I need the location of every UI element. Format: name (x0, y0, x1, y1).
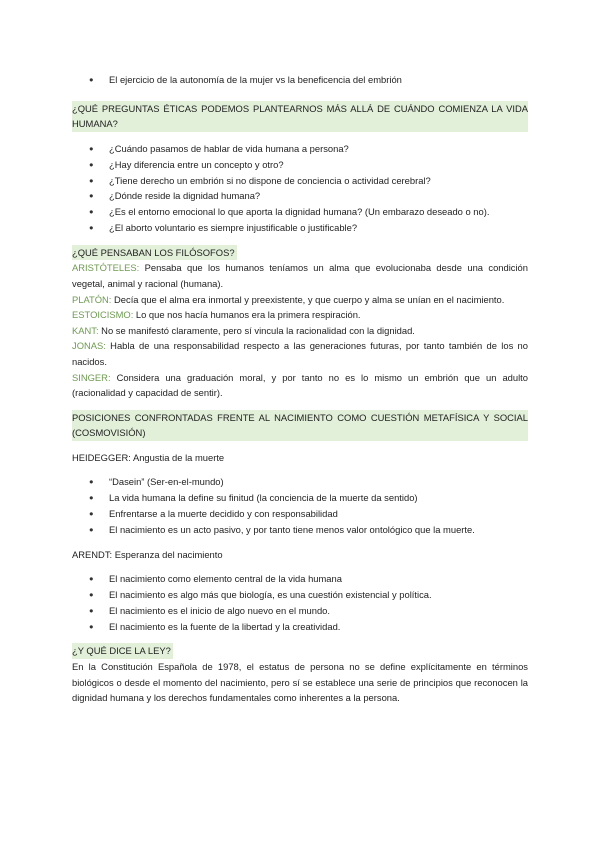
philosopher-name: ARISTÓTELES: (72, 262, 140, 274)
philosopher-text: Considera una graduación moral, y por tanto no es lo mismo un embrión que un adulto (racionalidad y capacidad de sentir). (72, 371, 528, 399)
philosopher-text: No se manifestó claramente, pero sí vincula la racionalidad con la dignidad. (98, 324, 415, 336)
section-heading-philosophers: ¿QUÉ PENSABAN LOS FILÓSOFOS? (72, 245, 237, 261)
philosopher-name: JONAS: (72, 340, 106, 352)
philosopher-name: PLATÓN: (72, 293, 112, 305)
philosopher-paragraph (72, 292, 528, 308)
philosopher-name: KANT: (72, 324, 99, 336)
section-heading-confronted-positions: POSICIONES CONFRONTADAS FRENTE AL NACIMIENTO COMO CUESTIÓN METAFÍSICA Y SOCIAL (COSMOVISIÓN) (72, 410, 528, 441)
list-item: ● ¿Hay diferencia entre un concepto y otro? (72, 157, 528, 173)
arendt-list (72, 571, 528, 634)
list-item: ● ¿Es el entorno emocional lo que aporta la dignidad humana? (Un embarazo deseado o no). (72, 204, 528, 220)
list-item: ● La vida humana la define su finitud (la conciencia de la muerte da sentido) (72, 490, 528, 506)
list-item: ● El nacimiento es la fuente de la libertad y la creatividad. (72, 619, 528, 635)
section-heading-ethical-questions: ¿QUÉ PREGUNTAS ÉTICAS PODEMOS PLANTEARNOS MÁS ALLÁ DE CUÁNDO COMIENZA LA VIDA HUMANA? (72, 101, 528, 132)
page-content (72, 72, 528, 706)
heidegger-title: HEIDEGGER: Angustia de la muerte (72, 451, 225, 463)
philosopher-name: ESTOICISMO: (72, 309, 134, 321)
heidegger-list (72, 474, 528, 537)
section-heading-law: ¿Y QUÉ DICE LA LEY? (72, 643, 173, 659)
list-item: ● ¿El aborto voluntario es siempre injustificable o justificable? (72, 220, 528, 236)
list-item: ● ¿Tiene derecho un embrión si no dispone de conciencia o actividad cerebral? (72, 173, 528, 189)
philosopher-text: Decía que el alma era inmortal y preexistente, y que cuerpo y alma se unían en el nacimiento. (111, 293, 505, 305)
list-item: ● El ejercicio de la autonomía de la mujer vs la beneficencia del embrión (72, 72, 528, 88)
list-item: ● El nacimiento es el inicio de algo nuevo en el mundo. (72, 603, 528, 619)
list-item: ● Enfrentarse a la muerte decidido y con responsabilidad (72, 506, 528, 522)
philosopher-paragraph (72, 260, 528, 291)
philosopher-text: Lo que nos hacía humanos era la primera respiración. (133, 309, 361, 321)
list-item: ● El nacimiento es un acto pasivo, y por tanto tiene menos valor ontológico que la muerte. (72, 522, 528, 538)
philosopher-text: Habla de una responsabilidad respecto a las generaciones futuras, por tanto también de los no nacidos. (72, 340, 528, 367)
list-item: ● “Dasein” (Ser-en-el-mundo) (72, 474, 528, 490)
philosopher-paragraph (72, 323, 528, 339)
philosopher-name: SINGER: (72, 371, 111, 383)
list-item: ● El nacimiento como elemento central de la vida humana (72, 571, 528, 587)
philosophers-section (72, 245, 528, 401)
philosopher-paragraph (72, 338, 528, 369)
philosopher-text: Pensaba que los humanos teníamos un alma que evolucionaba desde una condición vegetal, animal y racional (humana). (72, 262, 528, 289)
list-item: ● El nacimiento es algo más que biología, es una cuestión existencial y política. (72, 587, 528, 603)
ethical-questions-list (72, 141, 528, 236)
law-section (72, 643, 528, 705)
top-bullet-list (72, 72, 528, 88)
law-paragraph: En la Constitución Española de 1978, el estatus de persona no se define explícitamente en términos biológicos o desde el momento del nacimiento, pero sí se establece una serie de principios que reconocen la dignidad humana y los derechos fundamentales como inherentes a la persona. (72, 661, 528, 704)
arendt-title: ARENDT: Esperanza del nacimiento (72, 548, 223, 560)
philosopher-paragraph (72, 307, 528, 323)
philosopher-paragraph (72, 370, 528, 401)
list-item: ● ¿Cuándo pasamos de hablar de vida humana a persona? (72, 141, 528, 157)
list-item: ● ¿Dónde reside la dignidad humana? (72, 188, 528, 204)
